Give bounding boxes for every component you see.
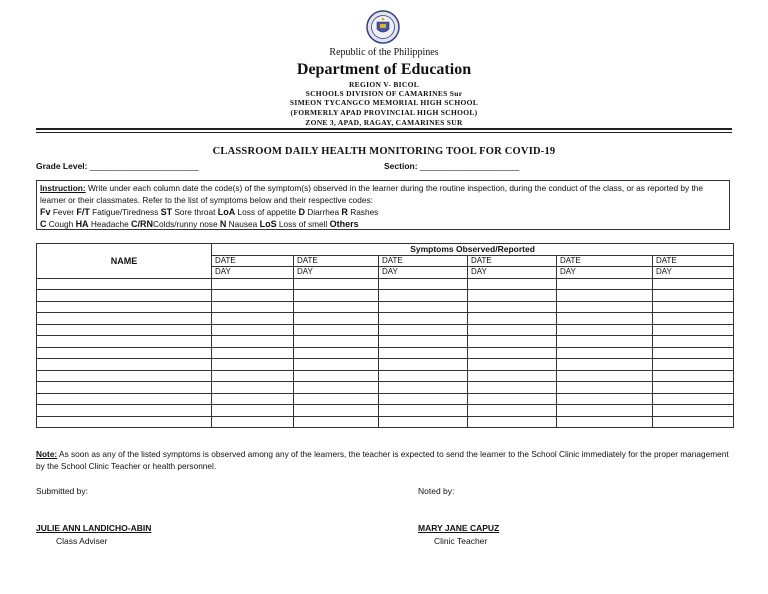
table-body [37,278,734,428]
symptom-code-cell[interactable] [653,382,734,394]
symptom-code-cell[interactable] [212,301,294,313]
table-row [37,278,734,290]
table-row [37,416,734,428]
table-row [37,290,734,302]
republic-line: Republic of the Philippines [329,47,439,58]
table-row [37,382,734,394]
learner-name-cell[interactable] [37,382,212,394]
symptoms-column-header: Symptoms Observed/Reported [212,244,734,256]
symptom-code-cell[interactable] [468,290,557,302]
symptom-code-cell[interactable] [557,347,653,359]
symptom-code-cell[interactable] [294,313,379,325]
learner-name-cell[interactable] [37,405,212,417]
region-line: REGION V- BICOL [348,80,420,89]
symptom-code-cell[interactable] [653,416,734,428]
symptom-code-cell[interactable] [379,347,468,359]
symptom-code-cell[interactable] [557,359,653,371]
symptom-code-cell[interactable] [212,405,294,417]
symptom-code-cell[interactable] [653,347,734,359]
name-column-header: NAME [37,244,212,279]
date-header-cell: DATE [557,255,653,267]
symptom-code-cell[interactable] [212,313,294,325]
grade-level-field[interactable] [36,161,199,171]
symptom-code-cell[interactable] [653,313,734,325]
symptom-code-cell[interactable] [557,313,653,325]
symptom-code-cell[interactable] [379,382,468,394]
symptom-code-cell[interactable] [294,382,379,394]
date-header-cell: DATE [379,255,468,267]
day-header-cell: DAY [653,267,734,279]
symptom-code-cell[interactable] [557,405,653,417]
table-row [37,370,734,382]
learner-name-cell[interactable] [37,336,212,348]
symptom-code-cell[interactable] [557,324,653,336]
section-label: Section: [384,161,418,171]
symptom-code-cell[interactable] [468,405,557,417]
symptom-code-cell[interactable] [379,405,468,417]
symptom-code-cell[interactable] [212,393,294,405]
symptom-code-cell[interactable] [468,313,557,325]
symptom-code-cell[interactable] [468,359,557,371]
former-name-line: (FORMERLY APAD PROVINCIAL HIGH SCHOOL) [290,108,478,117]
symptom-code-cell[interactable] [468,416,557,428]
symptom-code-cell[interactable] [468,393,557,405]
symptom-code-cell[interactable] [653,359,734,371]
symptom-code-cell[interactable] [294,301,379,313]
symptom-code-cell[interactable] [653,278,734,290]
codes-line-1: Fv Fever F/T Fatigue/Tiredness ST Sore throat LoA Loss of appetite D Diarrhea R Rashes [40,207,379,217]
symptom-code-cell[interactable] [468,278,557,290]
symptom-code-cell[interactable] [653,336,734,348]
codes-line-2: C Cough HA Headache C/RNColds/runny nose N Nausea LoS Loss of smell Others [40,219,359,229]
table-header-row [37,244,734,256]
learner-name-cell[interactable] [37,393,212,405]
symptom-code-cell[interactable] [212,290,294,302]
learner-name-cell[interactable] [37,278,212,290]
symptom-code-cell[interactable] [294,370,379,382]
learner-name-cell[interactable] [37,290,212,302]
symptom-code-cell[interactable] [379,290,468,302]
symptom-code-cell[interactable] [379,370,468,382]
health-monitoring-table [36,243,734,428]
deped-seal-logo [366,10,400,44]
symptom-code-cell[interactable] [468,301,557,313]
symptom-code-cell[interactable] [653,405,734,417]
learner-name-cell[interactable] [37,359,212,371]
header-rule-thin [36,132,732,133]
table-row [37,405,734,417]
adviser-name: JULIE ANN LANDICHO-ABIN [36,523,152,533]
learner-name-cell[interactable] [37,313,212,325]
symptom-code-cell[interactable] [212,336,294,348]
symptom-code-cell[interactable] [294,347,379,359]
symptom-code-cell[interactable] [294,336,379,348]
symptom-code-cell[interactable] [212,324,294,336]
learner-name-cell[interactable] [37,370,212,382]
symptom-code-cell[interactable] [212,382,294,394]
section-field[interactable] [384,161,519,171]
symptom-code-cell[interactable] [653,301,734,313]
grade-level-label: Grade Level: [36,161,88,171]
section-blank[interactable]: _____________________ [419,161,520,171]
table-row [37,313,734,325]
noted-by-label: Noted by: [418,486,455,496]
day-header-cell: DAY [294,267,379,279]
symptom-code-cell[interactable] [468,382,557,394]
day-header-cell: DAY [468,267,557,279]
symptom-code-cell[interactable] [294,416,379,428]
clinic-teacher-role: Clinic Teacher [434,536,488,546]
date-header-cell: DATE [212,255,294,267]
symptom-code-cell[interactable] [379,359,468,371]
symptom-code-cell[interactable] [212,347,294,359]
clinic-teacher-name: MARY JANE CAPUZ [418,523,500,533]
symptom-code-cell[interactable] [557,336,653,348]
symptom-code-cell[interactable] [557,290,653,302]
symptom-code-cell[interactable] [379,278,468,290]
school-name-line: SIMEON TYCANGCO MEMORIAL HIGH SCHOOL [289,98,479,107]
table-row [37,301,734,313]
learner-name-cell[interactable] [37,416,212,428]
address-line: ZONE 3, APAD, RAGAY, CAMARINES SUR [305,118,463,127]
learner-name-cell[interactable] [37,301,212,313]
date-header-cell: DATE [653,255,734,267]
form-title: CLASSROOM DAILY HEALTH MONITORING TOOL FOR COVID-19 [212,146,556,157]
table-row [37,324,734,336]
adviser-role: Class Adviser [56,536,108,546]
note-text: As soon as any of the listed symptoms is observed among any of the learners, the teacher is expected to send the learner to the School Clinic immediately for the proper management by the School Clinic Teacher or health personnel. [36,449,729,471]
symptom-code-cell[interactable] [212,278,294,290]
day-header-cell: DAY [557,267,653,279]
note-paragraph [36,448,736,472]
symptom-code-cell[interactable] [379,301,468,313]
date-header-cell: DATE [468,255,557,267]
learner-name-cell[interactable] [37,324,212,336]
symptom-code-cell[interactable] [212,416,294,428]
symptom-code-cell[interactable] [468,370,557,382]
symptom-code-cell[interactable] [468,324,557,336]
date-header-cell: DATE [294,255,379,267]
table-row [37,336,734,348]
symptom-code-cell[interactable] [557,301,653,313]
symptom-code-cell[interactable] [557,370,653,382]
note-label: Note: [36,449,58,459]
day-header-cell: DAY [379,267,468,279]
symptom-code-cell[interactable] [379,313,468,325]
symptom-code-cell[interactable] [294,278,379,290]
department-title: Department of Education [296,61,472,78]
learner-name-cell[interactable] [37,347,212,359]
symptom-code-cell[interactable] [653,324,734,336]
symptom-code-cell[interactable] [557,416,653,428]
submitted-by-label: Submitted by: [36,486,88,496]
symptom-code-cell[interactable] [294,290,379,302]
symptom-code-cell[interactable] [557,278,653,290]
day-header-cell: DAY [212,267,294,279]
symptom-code-cell[interactable] [294,405,379,417]
symptom-code-cell[interactable] [379,324,468,336]
table-row [37,393,734,405]
symptom-code-cell[interactable] [294,393,379,405]
symptom-code-cell[interactable] [468,336,557,348]
instruction-box [36,180,730,230]
symptom-code-cell[interactable] [212,370,294,382]
instruction-text: Write under each column date the code(s) of the symptom(s) observed in the learner during the routine inspection, during the conduct of the class, or as reported by the learner or their classmates. Refer to the list of symptoms below and their respective codes: [40,183,704,205]
symptom-code-cell[interactable] [379,336,468,348]
symptom-code-cell[interactable] [557,382,653,394]
symptom-code-cell[interactable] [294,324,379,336]
symptom-code-cell[interactable] [212,359,294,371]
symptom-code-cell[interactable] [379,416,468,428]
symptom-code-cell[interactable] [653,393,734,405]
instruction-label: Instruction: [40,183,86,193]
table-row [37,359,734,371]
symptom-code-cell[interactable] [294,359,379,371]
symptom-code-cell[interactable] [468,347,557,359]
symptom-code-cell[interactable] [653,370,734,382]
header-rule-thick [36,128,732,130]
symptom-code-cell[interactable] [653,290,734,302]
symptom-code-cell[interactable] [557,393,653,405]
division-line: SCHOOLS DIVISION OF CAMARINES Sur [305,89,463,98]
symptom-code-cell[interactable] [379,393,468,405]
grade-level-blank[interactable]: _______________________ [89,161,199,171]
table-row [37,347,734,359]
